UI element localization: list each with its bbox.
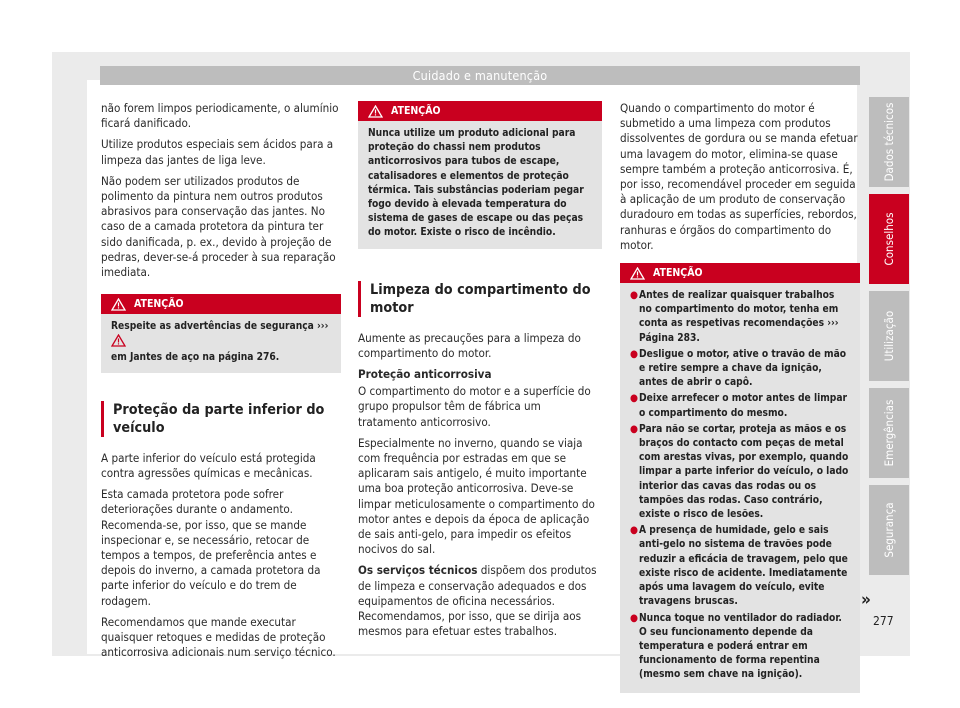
warning-box: [101, 294, 341, 373]
warning-icon: [111, 298, 126, 311]
list-item: [630, 348, 850, 391]
warning-label: ATENÇÃO: [134, 298, 184, 311]
warning-icon: [368, 105, 383, 118]
list-item-text: Para não se cortar, proteja as mãos e os braços do contacto com peças de metal com arestas vivas, por exemplo, quando limpar a parte inferior do veículo, o lado interior das cavas das rodas ou os tampões das rodas. Caso contrário, existe o risco de lesões.: [639, 423, 849, 521]
warning-header: [101, 294, 341, 314]
paragraph: O compartimento do motor e a superfície do grupo propulsor têm de fábrica um tratamento anticorrosivo.: [358, 384, 591, 429]
tab-utilizacao[interactable]: [869, 291, 909, 381]
paragraph: A parte inferior do veículo está protegida contra agressões químicas e mecânicas.: [101, 450, 316, 481]
paragraph: Quando o compartimento do motor é submetido a uma limpeza com produtos dissolventes de gordura ou se manda efetuar uma lavagem do motor, elimina-se quase sempre também a proteção anticorrosiva. É, por isso, recomendável proceder em seguida à aplicação de um produto de conservação duradouro em todas as superfícies, rebordos, ranhuras e órgãos do compartimento do motor.: [620, 101, 858, 252]
column-3: [620, 101, 860, 693]
tab-dados-tecnicos[interactable]: [869, 97, 909, 187]
tab-label: Utilização: [882, 310, 896, 362]
tab-label: Dados técnicos: [882, 102, 896, 182]
warning-box: [620, 263, 860, 692]
tab-label: Conselhos: [882, 212, 896, 266]
warning-text-a[interactable]: Respeite as advertências de segurança ›››: [111, 321, 329, 333]
warning-text: [101, 314, 341, 373]
list-item-text: Desligue o motor, ative o travão de mão e retire sempre a chave da ignição, antes de abrir o capô.: [639, 348, 847, 389]
paragraph: Utilize produtos especiais sem ácidos para a limpeza das jantes de liga leve.: [101, 137, 334, 167]
column-2: [358, 101, 602, 645]
warning-header: [358, 101, 602, 121]
column-1: [101, 101, 341, 666]
bullet-icon: ●: [630, 612, 638, 624]
list-item: [630, 423, 850, 522]
list-item-text: A presença de humidade, gelo e sais anti-gelo no sistema de travões pode reduzir a eficácia de travagem, pelo que existe risco de acidente. Imediatamente após uma lavagem do veículo, evite travagens bruscas.: [639, 525, 848, 608]
paragraph-rest: dispõem dos produtos de limpeza e conservação adequados e dos equipamentos de oficina necessários. Recomendamos, por isso, que se dirija aos mesmos para efetuar estes trabalhos.: [358, 563, 597, 639]
bullet-icon: ●: [630, 348, 638, 360]
list-item: [630, 289, 850, 346]
subtitle: Proteção anticorrosiva: [358, 367, 492, 382]
bullet-icon: ●: [630, 290, 638, 302]
list-item-text: Antes de realizar quaisquer trabalhos no compartimento do motor, tenha em conta as respetivas recomendações ››› Página 283.: [639, 290, 839, 344]
paragraph: Recomendamos que mande executar quaisquer retoques e medidas de proteção anticorrosiva adicionais num serviço técnico.: [101, 614, 336, 660]
paragraph: Esta camada protetora pode sofrer deteriorações durante o andamento. Recomenda-se, por isso, que se mande inspecionar e, se necessário, retocar de tempos a tempos, de preferência antes e depois do inverno, a camada protetora da parte inferior do veículo e do trem de rodagem.: [101, 487, 321, 608]
warning-icon: [111, 334, 126, 347]
tab-emergencias[interactable]: [869, 388, 909, 478]
list-item: [630, 612, 850, 683]
paragraph: [358, 563, 602, 639]
warning-header: [620, 263, 860, 283]
warning-box: [358, 101, 602, 249]
page-header: Cuidado e manutenção: [100, 66, 860, 85]
list-item-text: Deixe arrefecer o motor antes de limpar o compartimento do mesmo.: [639, 393, 848, 419]
tab-label: Segurança: [882, 502, 896, 558]
list-item-text: Nunca toque no ventilador do radiador. O seu funcionamento depende da temperatura e poderá entrar em funcionamento de forma repentina (mesmo sem chave na ignição).: [639, 612, 842, 681]
warning-list: [620, 283, 860, 692]
warning-label: ATENÇÃO: [653, 267, 703, 280]
paragraph: não forem limpos periodicamente, o alumínio ficará danificado.: [101, 101, 339, 131]
continue-arrow-icon: »: [861, 590, 871, 610]
warning-text: Nunca utilize um produto adicional para proteção do chassi nem produtos anticorrosivos para tubos de escape, catalisadores e elementos de proteção térmica. Tais substâncias poderiam pegar fogo devido à elevada temperatura do sistema de gases de escape ou das peças do motor. Existe o risco de incêndio.: [368, 128, 584, 239]
tab-label: Emergências: [882, 399, 896, 467]
tab-conselhos[interactable]: [869, 194, 909, 284]
warning-text-b[interactable]: em Jantes de aço na página 276.: [111, 351, 280, 363]
paragraph: Aumente as precauções para a limpeza do compartimento do motor.: [358, 330, 581, 360]
tab-seguranca[interactable]: [869, 485, 909, 575]
bullet-icon: ●: [630, 423, 638, 435]
warning-label: ATENÇÃO: [391, 105, 441, 117]
paragraph: Não podem ser utilizados produtos de polimento da pintura nem outros produtos abrasivos para conservação das jantes. No caso de a camada protetora da pintura ter sido danificada, p. ex., devido à projeção de pedras, dever-se-á proceder à sua reparação imediata.: [101, 173, 336, 280]
list-item: [630, 524, 850, 609]
bold-lead: Os serviços técnicos: [358, 563, 478, 578]
list-item: [630, 392, 850, 420]
page-number: 277: [873, 614, 894, 628]
bullet-icon: ●: [630, 393, 638, 405]
section-title: Proteção da parte inferior do veículo: [101, 401, 341, 437]
bullet-icon: ●: [630, 525, 638, 537]
warning-icon: [630, 267, 645, 280]
paragraph: Especialmente no inverno, quando se viaja com frequência por estradas em que se aplicaram sais antigelo, é muito importante uma boa proteção anticorrosiva. Deve-se limpar meticulosamente o compartimento do motor antes e depois da época de aplicação de sais anti-gelo, para impedir os efeitos nocivos do sal.: [358, 435, 595, 557]
section-title: Limpeza do compartimento do motor: [358, 281, 602, 317]
